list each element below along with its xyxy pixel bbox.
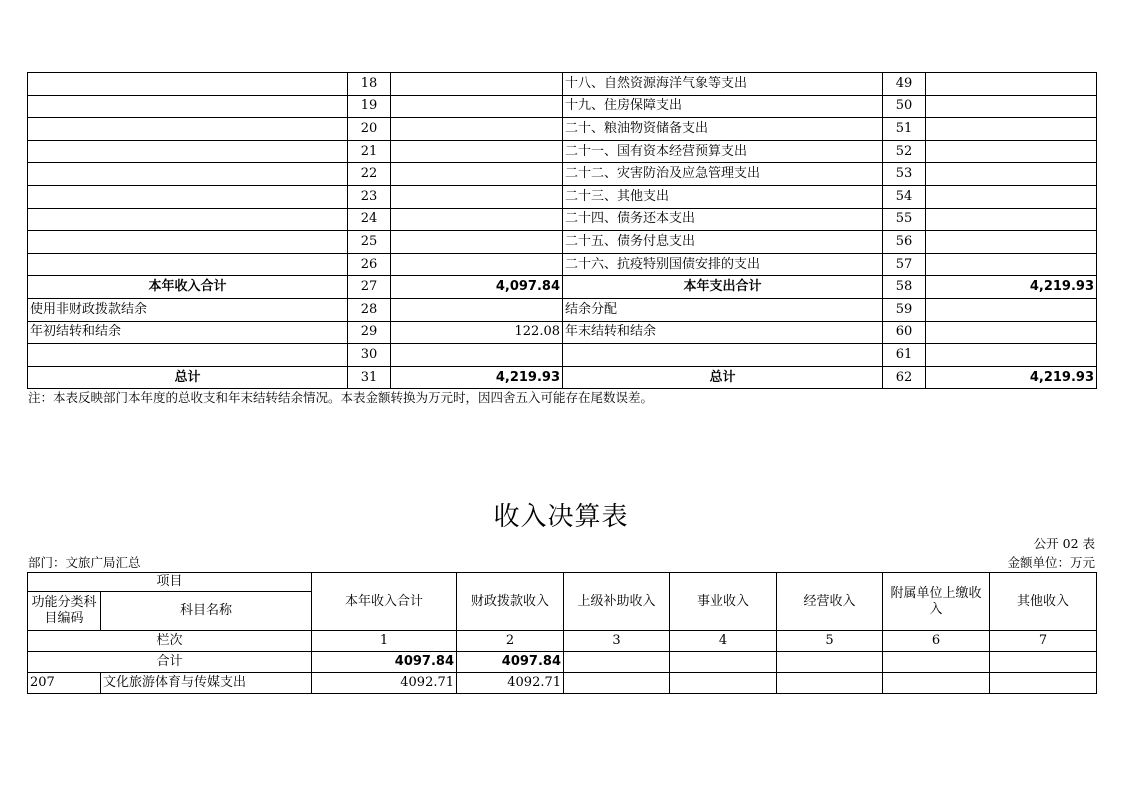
income-item: 总计 bbox=[28, 366, 348, 389]
line-number: 6 bbox=[883, 631, 990, 652]
row-value bbox=[670, 673, 777, 694]
total-value bbox=[990, 652, 1097, 673]
income-amount bbox=[391, 95, 563, 118]
table-row bbox=[28, 140, 1097, 163]
income-line: 27 bbox=[348, 276, 391, 299]
line-number: 7 bbox=[990, 631, 1097, 652]
subject-code: 207 bbox=[28, 673, 101, 694]
expense-amount bbox=[926, 73, 1097, 96]
expense-item: 结余分配 bbox=[563, 298, 883, 321]
expense-amount bbox=[926, 163, 1097, 186]
line-number: 3 bbox=[564, 631, 670, 652]
income-amount bbox=[391, 344, 563, 367]
line-number: 5 bbox=[777, 631, 883, 652]
expense-item: 二十、粮油物资储备支出 bbox=[563, 118, 883, 141]
income-amount: 4,097.84 bbox=[391, 276, 563, 299]
table-row bbox=[28, 163, 1097, 186]
income-amount bbox=[391, 140, 563, 163]
income-item: 年初结转和结余 bbox=[28, 321, 348, 344]
line-number: 2 bbox=[457, 631, 564, 652]
expense-item: 本年支出合计 bbox=[563, 276, 883, 299]
expense-line: 52 bbox=[883, 140, 926, 163]
header-col-3: 上级补助收入 bbox=[564, 573, 670, 631]
row-value: 4092.71 bbox=[312, 673, 457, 694]
expense-line: 59 bbox=[883, 298, 926, 321]
line-number: 4 bbox=[670, 631, 777, 652]
income-amount bbox=[391, 73, 563, 96]
income-line: 28 bbox=[348, 298, 391, 321]
income-item: 使用非财政拨款结余 bbox=[28, 298, 348, 321]
expense-amount: 4,219.93 bbox=[926, 366, 1097, 389]
total-row bbox=[28, 652, 1097, 673]
table-row bbox=[28, 185, 1097, 208]
income-line: 19 bbox=[348, 95, 391, 118]
income-line: 22 bbox=[348, 163, 391, 186]
header-col-6: 附属单位上缴收入 bbox=[883, 573, 990, 631]
table-row bbox=[28, 231, 1097, 254]
expense-amount bbox=[926, 321, 1097, 344]
expense-amount bbox=[926, 95, 1097, 118]
expense-item: 总计 bbox=[563, 366, 883, 389]
expense-item: 二十四、债务还本支出 bbox=[563, 208, 883, 231]
income-item bbox=[28, 253, 348, 276]
expense-item: 年末结转和结余 bbox=[563, 321, 883, 344]
total-label: 合计 bbox=[28, 652, 312, 673]
table-row bbox=[28, 253, 1097, 276]
income-line: 21 bbox=[348, 140, 391, 163]
income-amount: 4,219.93 bbox=[391, 366, 563, 389]
row-value bbox=[564, 673, 670, 694]
expense-line: 60 bbox=[883, 321, 926, 344]
total-value: 4097.84 bbox=[312, 652, 457, 673]
expense-amount bbox=[926, 231, 1097, 254]
subtotal-row bbox=[28, 276, 1097, 299]
expense-amount: 4,219.93 bbox=[926, 276, 1097, 299]
row-value: 4092.71 bbox=[457, 673, 564, 694]
header-row-project bbox=[28, 573, 1097, 592]
income-amount bbox=[391, 253, 563, 276]
expense-item: 二十六、抗疫特别国债安排的支出 bbox=[563, 253, 883, 276]
expense-line: 61 bbox=[883, 344, 926, 367]
income-item bbox=[28, 118, 348, 141]
header-col-7: 其他收入 bbox=[990, 573, 1097, 631]
header-code: 功能分类科目编码 bbox=[28, 592, 101, 631]
income-item bbox=[28, 140, 348, 163]
income-line: 24 bbox=[348, 208, 391, 231]
total-value bbox=[670, 652, 777, 673]
header-col-2: 财政拨款收入 bbox=[457, 573, 564, 631]
table-row bbox=[28, 298, 1097, 321]
expense-amount bbox=[926, 344, 1097, 367]
income-item bbox=[28, 208, 348, 231]
expense-amount bbox=[926, 118, 1097, 141]
expense-line: 54 bbox=[883, 185, 926, 208]
income-line: 31 bbox=[348, 366, 391, 389]
expense-line: 49 bbox=[883, 73, 926, 96]
expense-line: 62 bbox=[883, 366, 926, 389]
expense-item: 十九、住房保障支出 bbox=[563, 95, 883, 118]
amount-unit-label: 金额单位：万元 bbox=[1007, 555, 1095, 570]
expense-line: 50 bbox=[883, 95, 926, 118]
table-row bbox=[28, 344, 1097, 367]
income-amount bbox=[391, 231, 563, 254]
expense-line: 55 bbox=[883, 208, 926, 231]
department-label: 部门：文旅广局汇总 bbox=[28, 555, 141, 570]
expense-line: 56 bbox=[883, 231, 926, 254]
income-item bbox=[28, 163, 348, 186]
row-value bbox=[990, 673, 1097, 694]
income-amount bbox=[391, 185, 563, 208]
income-item bbox=[28, 185, 348, 208]
income-amount bbox=[391, 298, 563, 321]
total-value bbox=[883, 652, 990, 673]
income-line: 20 bbox=[348, 118, 391, 141]
table-row bbox=[28, 208, 1097, 231]
line-number-row bbox=[28, 631, 1097, 652]
income-amount bbox=[391, 118, 563, 141]
header-col-5: 经营收入 bbox=[777, 573, 883, 631]
income-amount bbox=[391, 208, 563, 231]
income-line: 25 bbox=[348, 231, 391, 254]
expense-line: 53 bbox=[883, 163, 926, 186]
grand-total-row bbox=[28, 366, 1097, 389]
expense-line: 51 bbox=[883, 118, 926, 141]
line-label: 栏次 bbox=[28, 631, 312, 652]
income-item: 本年收入合计 bbox=[28, 276, 348, 299]
expense-item: 二十一、国有资本经营预算支出 bbox=[563, 140, 883, 163]
income-item bbox=[28, 231, 348, 254]
income-item bbox=[28, 73, 348, 96]
table-row bbox=[28, 118, 1097, 141]
income-expense-summary-table bbox=[27, 72, 1097, 389]
expense-item: 二十二、灾害防治及应急管理支出 bbox=[563, 163, 883, 186]
table-note: 注：本表反映部门本年度的总收支和年末结转结余情况。本表金额转换为万元时，因四舍五入可能存在尾数误差。 bbox=[28, 390, 654, 405]
income-line: 29 bbox=[348, 321, 391, 344]
income-amount: 122.08 bbox=[391, 321, 563, 344]
expense-item: 二十三、其他支出 bbox=[563, 185, 883, 208]
income-line: 18 bbox=[348, 73, 391, 96]
header-name: 科目名称 bbox=[101, 592, 312, 631]
table-row bbox=[28, 673, 1097, 694]
expense-amount bbox=[926, 253, 1097, 276]
line-number: 1 bbox=[312, 631, 457, 652]
subject-name: 文化旅游体育与传媒支出 bbox=[101, 673, 312, 694]
expense-item: 二十五、债务付息支出 bbox=[563, 231, 883, 254]
expense-item: 十八、自然资源海洋气象等支出 bbox=[563, 73, 883, 96]
page-title: 收入决算表 bbox=[493, 502, 629, 532]
total-value bbox=[564, 652, 670, 673]
income-line: 26 bbox=[348, 253, 391, 276]
table-row bbox=[28, 321, 1097, 344]
income-item bbox=[28, 344, 348, 367]
expense-amount bbox=[926, 185, 1097, 208]
income-line: 30 bbox=[348, 344, 391, 367]
expense-line: 58 bbox=[883, 276, 926, 299]
expense-line: 57 bbox=[883, 253, 926, 276]
expense-amount bbox=[926, 298, 1097, 321]
header-project: 项目 bbox=[28, 573, 312, 592]
table-row bbox=[28, 73, 1097, 96]
income-line: 23 bbox=[348, 185, 391, 208]
expense-amount bbox=[926, 208, 1097, 231]
expense-amount bbox=[926, 140, 1097, 163]
header-col-1: 本年收入合计 bbox=[312, 573, 457, 631]
income-final-accounts-table bbox=[27, 572, 1097, 694]
row-value bbox=[883, 673, 990, 694]
row-value bbox=[777, 673, 883, 694]
total-value bbox=[777, 652, 883, 673]
expense-item bbox=[563, 344, 883, 367]
income-item bbox=[28, 95, 348, 118]
table-row bbox=[28, 95, 1097, 118]
form-code: 公开 02 表 bbox=[1033, 536, 1095, 551]
header-col-4: 事业收入 bbox=[670, 573, 777, 631]
total-value: 4097.84 bbox=[457, 652, 564, 673]
income-amount bbox=[391, 163, 563, 186]
